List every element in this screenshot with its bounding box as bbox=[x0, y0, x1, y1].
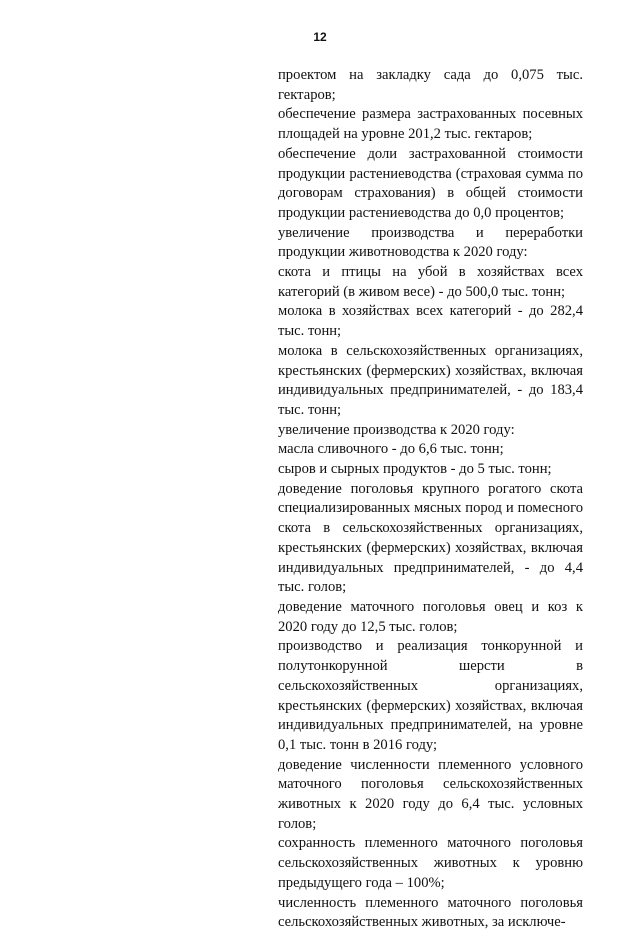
paragraph: доведение численности племенного условного маточного поголовья сельскохозяйственных животных к 2020 году до 6,4 тыс. условных голов; bbox=[278, 756, 583, 832]
paragraph: сохранность племенного маточного поголовья сельскохозяйственных животных к уровню предыдущего года – 100%; bbox=[278, 835, 583, 891]
paragraph: проектом на закладку сада до 0,075 тыс. гектаров; bbox=[278, 67, 583, 103]
page-number: 12 bbox=[313, 30, 327, 44]
paragraph: численность племенного маточного поголовья сельскохозяйственных животных, за исключе- bbox=[278, 894, 583, 931]
paragraph: сыров и сырных продуктов - до 5 тыс. тонн; bbox=[278, 461, 552, 478]
document-body bbox=[278, 66, 583, 933]
paragraph: доведение маточного поголовья овец и коз к 2020 году до 12,5 тыс. голов; bbox=[278, 598, 583, 635]
paragraph: молока в хозяйствах всех категорий - до 282,4 тыс. тонн; bbox=[278, 303, 583, 340]
paragraph: скота и птицы на убой в хозяйствах всех категорий (в живом весе) - до 500,0 тыс. тонн; bbox=[278, 264, 583, 300]
paragraph: масла сливочного - до 6,6 тыс. тонн; bbox=[278, 441, 504, 458]
paragraph: обеспечение размера застрахованных посевных площадей на уровне 201,2 тыс. гектаров; bbox=[278, 106, 583, 143]
paragraph: увеличение производства к 2020 году: bbox=[278, 421, 515, 438]
paragraph: увеличение производства и переработки продукции животноводства к 2020 году: bbox=[278, 224, 583, 261]
paragraph: молока в сельскохозяйственных организациях, крестьянских (фермерских) хозяйствах, включая индивидуальных предпринимателей, - до 183,4 тыс. тонн; bbox=[278, 342, 583, 418]
paragraph: обеспечение доли застрахованной стоимости продукции растениеводства (страховая сумма по договорам страхования) в общей стоимости продукции растениеводства до 0,0 процентов; bbox=[278, 145, 583, 221]
paragraph: доведение поголовья крупного рогатого скота специализированных мясных пород и помесного скота в сельскохозяйственных организациях, крестьянских (фермерских) хозяйствах, включая индивидуальных предпринимателей, - до 4,4 тыс. голов; bbox=[278, 480, 583, 596]
paragraph: производство и реализация тонкорунной и полутонкорунной шерсти в сельскохозяйственных организациях, крестьянских (фермерских) хозяйствах, включая индивидуальных предпринимателей, на уровне 0,1 тыс. тонн в 2016 году; bbox=[278, 638, 583, 753]
